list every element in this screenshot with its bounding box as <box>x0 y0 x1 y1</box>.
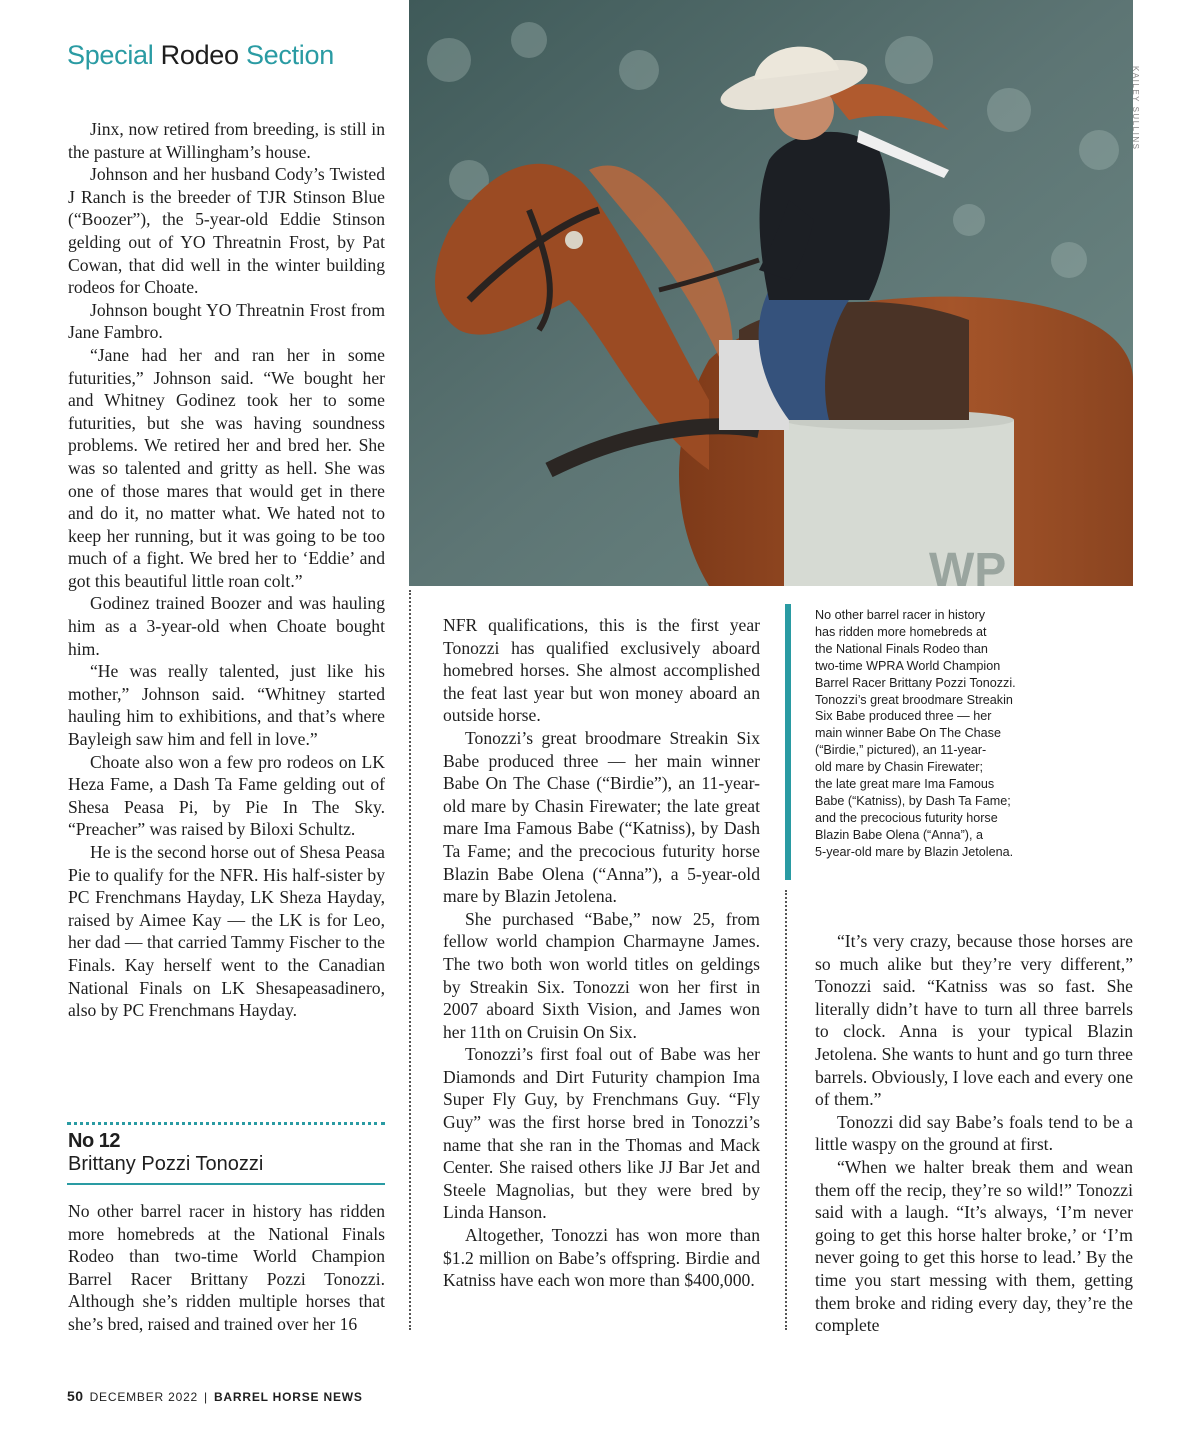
paragraph: Tonozzi did say Babe’s foals tend to be a little waspy on the ground at first. <box>815 1111 1133 1155</box>
article-column-3 <box>815 930 1133 1337</box>
rodeo-photo <box>409 0 1133 586</box>
paragraph: Johnson bought YO Threatnin Frost from Jane Fambro. <box>68 299 385 343</box>
page-number: 50 <box>67 1388 84 1404</box>
svg-text:WP: WP <box>929 544 1007 586</box>
caption-accent-bar <box>785 604 791 880</box>
paragraph: Altogether, Tonozzi has won more than $1.2 million on Babe’s offspring. Birdie and Katniss have each won more than $400,000. <box>443 1225 760 1291</box>
photo-credit: KAILEY SULLINS <box>1131 66 1140 151</box>
feature-intro-paragraph: No other barrel racer in history has ridden more homebreds at the National Finals Rodeo than two-time World Champion Barrel Racer Brittany Pozzi Tonozzi. Although she’s ridden multiple horses that she’s bred, raised and trained over her 16 <box>68 1201 385 1334</box>
article-column-2 <box>443 614 760 1292</box>
paragraph: She purchased “Babe,” now 25, from fellow world champion Charmayne James. The two both won world titles on geldings by Streakin Six. Tonozzi won her first in 2007 aboard Sixth Vision, and James won her 11th on Cruisin On Six. <box>443 908 760 1042</box>
section-title-special: Special <box>67 40 154 70</box>
paragraph: NFR qualifications, this is the first year Tonozzi has qualified exclusively aboard homebred horses. She almost accomplished the feat last year but won money aboard an outside horse. <box>443 615 760 726</box>
column-divider-2 <box>785 890 787 1330</box>
feature-name-underline <box>67 1183 385 1185</box>
paragraph: “Jane had her and ran her in some futurities,” Johnson said. “We bought her and Whitney Godinez took her to some futurities, but she was having soundness problems. We retired her and bred her. She was so talented and gritty as hell. She was one of those mares that would get in there and do it, no matter what. We hated not to keep her running, but it was going to be too much of a fight. We bred her to ‘Eddie’ and got this beautiful little roan colt.” <box>68 344 385 591</box>
section-title <box>67 40 334 71</box>
paragraph: Godinez trained Boozer and was hauling him as a 3-year-old when Choate bought him. <box>68 593 385 659</box>
photo-caption: No other barrel racer in history has ridden more homebreds at the National Finals Rodeo than two-time WPRA World Champion Barrel Racer Brittany Pozzi Tonozzi. Tonozzi’s great broodmare Streakin Six Babe produced three — her main winner Babe On The Chase (“Birdie,” pictured), an 11-year- old mare by Chasin Firewater; the late great mare Ima Famous Babe (“Katniss), by Dash Ta Fame; and the precocious futurity horse Blazin Babe Olena (“Anna”), a 5-year-old mare by Blazin Jetolena. <box>815 608 1016 859</box>
paragraph: He is the second horse out of Shesa Peasa Pie to qualify for the NFR. His half-sister by PC Frenchmans Hayday, LK Sheza Hayday, raised by Aimee Kay — the LK is for Leo, her dad — that carried Tammy Fischer to the Finals. Kay herself went to the Canadian National Finals on LK Shesapeasadinero, also by PC Frenchmans Hayday. <box>68 842 385 1021</box>
feature-divider <box>67 1122 385 1125</box>
footer-separator: | <box>204 1390 208 1404</box>
paragraph: “It’s very crazy, because those horses are so much alike but they’re very different,” Tonozzi said. “Katniss was so fast. She literally didn’t have to turn all three barrels to clock. Anna is your typical Blazin Jetolena. She wants to hunt and go turn three barrels. Obviously, I love each and every one of them.” <box>815 931 1133 1110</box>
column-divider-1 <box>409 590 411 1330</box>
magazine-name: BARREL HORSE NEWS <box>213 1390 363 1404</box>
section-title-rodeo: Rodeo <box>160 40 239 70</box>
paragraph: “He was really talented, just like his mother,” Johnson said. “Whitney started hauling him to exhibitions, and that’s where Bayleigh saw him and fell in love.” <box>68 661 385 750</box>
paragraph: Johnson and her husband Cody’s Twisted J Ranch is the breeder of TJR Stinson Blue (“Boozer”), the 5-year-old Eddie Stinson gelding out of YO Threatnin Frost, by Pat Cowan, that did well in the winter building rodeos for Choate. <box>68 164 385 298</box>
paragraph: Choate also won a few pro rodeos on LK Heza Fame, a Dash Ta Fame gelding out of Shesa Peasa Pi, by Pie In The Sky. “Preacher” was raised by Biloxi Schultz. <box>68 751 385 840</box>
feature-name: Brittany Pozzi Tonozzi <box>68 1153 264 1175</box>
feature-intro-column <box>68 1200 385 1336</box>
issue-date: DECEMBER 2022 <box>89 1390 199 1404</box>
page-footer <box>67 1388 363 1404</box>
section-title-section: Section <box>245 40 334 70</box>
article-column-1 <box>68 118 385 1022</box>
paragraph: Tonozzi’s first foal out of Babe was her Diamonds and Dirt Futurity champion Ima Super Fly Guy, by Frenchmans Guy. “Fly Guy” was the first horse bred in Tonozzi’s name that she ran in the Thomas and Mack Center. She raised others like JJ Bar Jet and Steele Magnolias, but they were bred by Linda Hanson. <box>443 1044 760 1223</box>
paragraph: Tonozzi’s great broodmare Streakin Six Babe produced three — her main winner Babe On The Chase (“Birdie”), an 11-year-old mare by Chasin Firewater; the late great mare Ima Famous Babe (“Katniss), by Dash Ta Fame; and the precocious futurity horse Blazin Babe Olena (“Anna”), a 5-year-old mare by Blazin Jetolena. <box>443 727 760 907</box>
paragraph: “When we halter break them and wean them off the recip, they’re so wild!” Tonozzi said with a laugh. “It’s always, ‘I’m never going to get this horse halter broke,’ or ‘I’m never going to get this horse to lead.’ By the time you start messing with them, getting them broke and riding every day, they’re the complete <box>815 1156 1133 1336</box>
paragraph: Jinx, now retired from breeding, is still in the pasture at Willingham’s house. <box>68 119 385 162</box>
feature-number: No 12 <box>68 1130 120 1152</box>
